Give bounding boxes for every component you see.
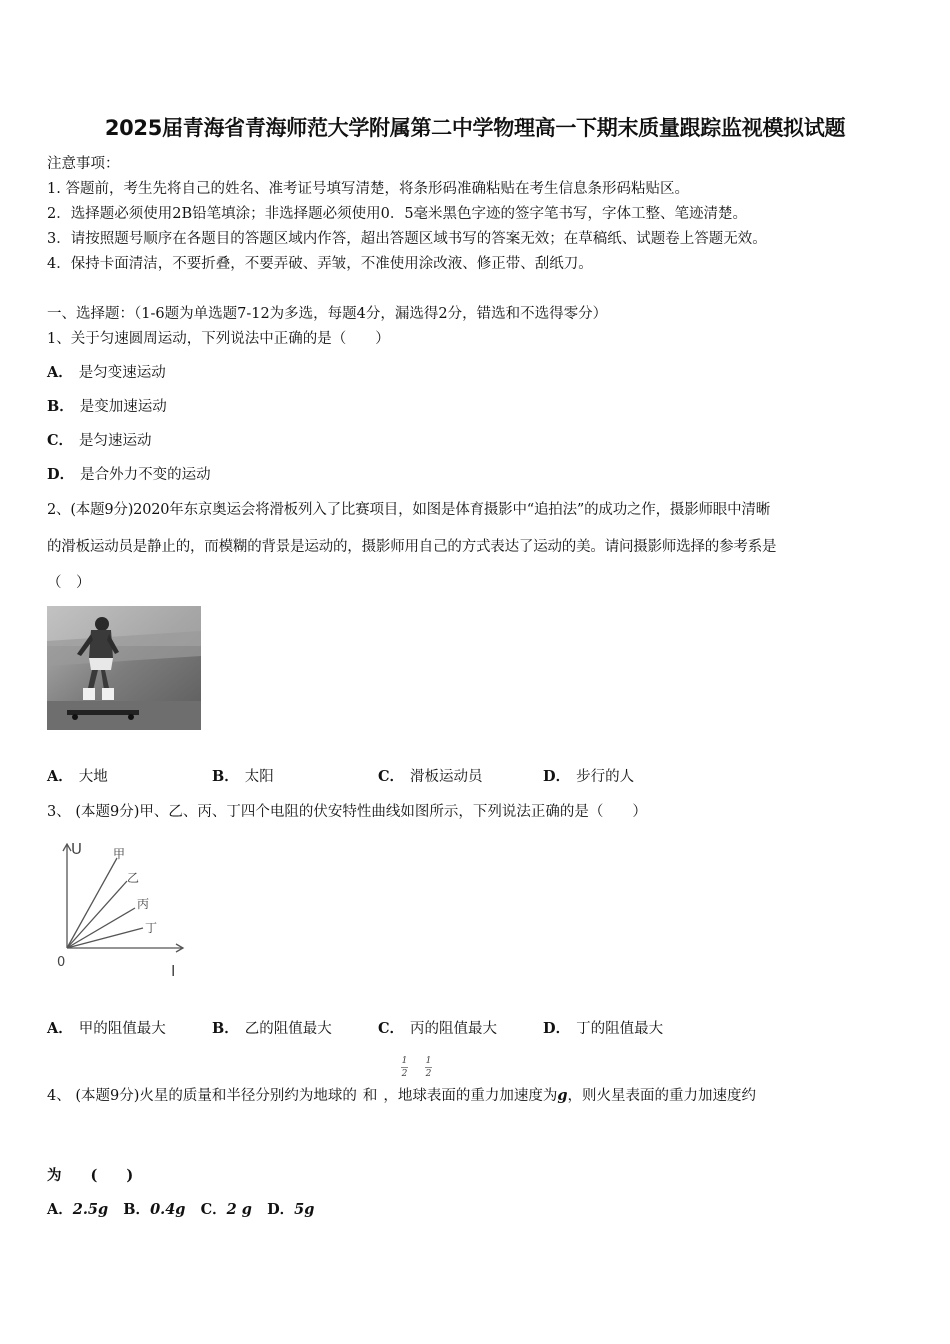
q2-option-b: B． 太阳 bbox=[212, 768, 274, 785]
question-1-stem: 1、关于匀速圆周运动，下列说法中正确的是（ ） bbox=[47, 331, 390, 347]
page-title: 2025届青海省青海师范大学附属第二中学物理高一下期末质量跟踪监视模拟试题 bbox=[104, 116, 846, 140]
notice-item: 2．选择题必须使用2B铅笔填涂；非选择题必须使用0．5毫米黑色字迹的签字笔书写，字体工整、笔迹清楚。 bbox=[47, 206, 748, 222]
fraction-mass: 1 2 bbox=[401, 1056, 408, 1079]
notice-item: 1. 答题前，考生先将自己的姓名、准考证号填写清楚，将条形码准确粘贴在考生信息条形码粘贴区。 bbox=[47, 181, 689, 197]
section-heading: 一、选择题：（1-6题为单选题7-12为多选，每题4分，漏选得2分，错选和不选得零分） bbox=[47, 306, 608, 322]
label-jia: 甲 bbox=[113, 847, 126, 861]
iu-graph bbox=[47, 836, 192, 986]
line-yi bbox=[67, 881, 127, 948]
question-4-stem: 4、 (本题9分)火星的质量和半径分别约为地球的 和 ，地球表面的重力加速度为g，则火星表面的重力加速度约 bbox=[47, 1087, 757, 1104]
question-2-line-2: 的滑板运动员是静止的，而模糊的背景是运动的，摄影师用自己的方式表达了运动的美。请问摄影师选择的参考系是 bbox=[47, 539, 777, 555]
q2-option-d: D． 步行的人 bbox=[543, 768, 635, 785]
q1-option-d: D． 是合外力不变的运动 bbox=[47, 466, 211, 483]
question-4-line-2: 为 ( ) bbox=[47, 1167, 134, 1184]
q2-option-a: A． 大地 bbox=[47, 768, 108, 785]
q2-option-c: C． 滑板运动员 bbox=[378, 768, 483, 785]
q3-option-b: B． 乙的阻值最大 bbox=[212, 1020, 332, 1037]
q4-option-c: C．2 g bbox=[200, 1201, 252, 1218]
question-2-line-1: 2、(本题9分)2020年东京奥运会将滑板列入了比赛项目，如图是体育摄影中“追拍法”的成功之作，摄影师眼中清晰 bbox=[47, 502, 770, 518]
line-ding bbox=[67, 928, 143, 948]
fraction-radius: 1 2 bbox=[425, 1056, 432, 1079]
q1-option-a: A． 是匀变速运动 bbox=[47, 364, 166, 381]
label-bing: 丙 bbox=[137, 897, 150, 911]
q4-options bbox=[47, 1198, 314, 1219]
q4-option-d: D．5g bbox=[267, 1201, 315, 1218]
q1-option-b: B． 是变加速运动 bbox=[47, 398, 167, 415]
label-yi: 乙 bbox=[127, 871, 140, 885]
q3-option-a: A． 甲的阻值最大 bbox=[47, 1020, 166, 1037]
q4-option-b: B．0.4g bbox=[123, 1201, 186, 1218]
i-axis-label: I bbox=[171, 962, 176, 980]
q4-option-a: A．2.5g bbox=[47, 1201, 109, 1218]
question-3-stem: 3、 (本题9分)甲、乙、丙、丁四个电阻的伏安特性曲线如图所示，下列说法正确的是（ ） bbox=[47, 804, 647, 820]
q3-option-c: C． 丙的阻值最大 bbox=[378, 1020, 498, 1037]
notice-item: 4．保持卡面清洁，不要折叠，不要弄破、弄皱，不准使用涂改液、修正带、刮纸刀。 bbox=[47, 256, 593, 272]
q1-option-c: C． 是匀速运动 bbox=[47, 432, 152, 449]
origin-label: 0 bbox=[57, 955, 66, 970]
label-ding: 丁 bbox=[145, 921, 158, 935]
skateboarder-photo bbox=[47, 606, 201, 730]
line-bing bbox=[67, 908, 135, 948]
u-axis-label: U bbox=[71, 840, 82, 858]
line-jia bbox=[67, 858, 117, 948]
notice-heading: 注意事项： bbox=[47, 156, 120, 172]
question-2-line-3: （ ） bbox=[47, 575, 91, 591]
notice-item: 3．请按照题号顺序在各题目的答题区域内作答，超出答题区域书写的答案无效；在草稿纸、试题卷上答题无效。 bbox=[47, 231, 767, 247]
q3-option-d: D． 丁的阻值最大 bbox=[543, 1020, 664, 1037]
